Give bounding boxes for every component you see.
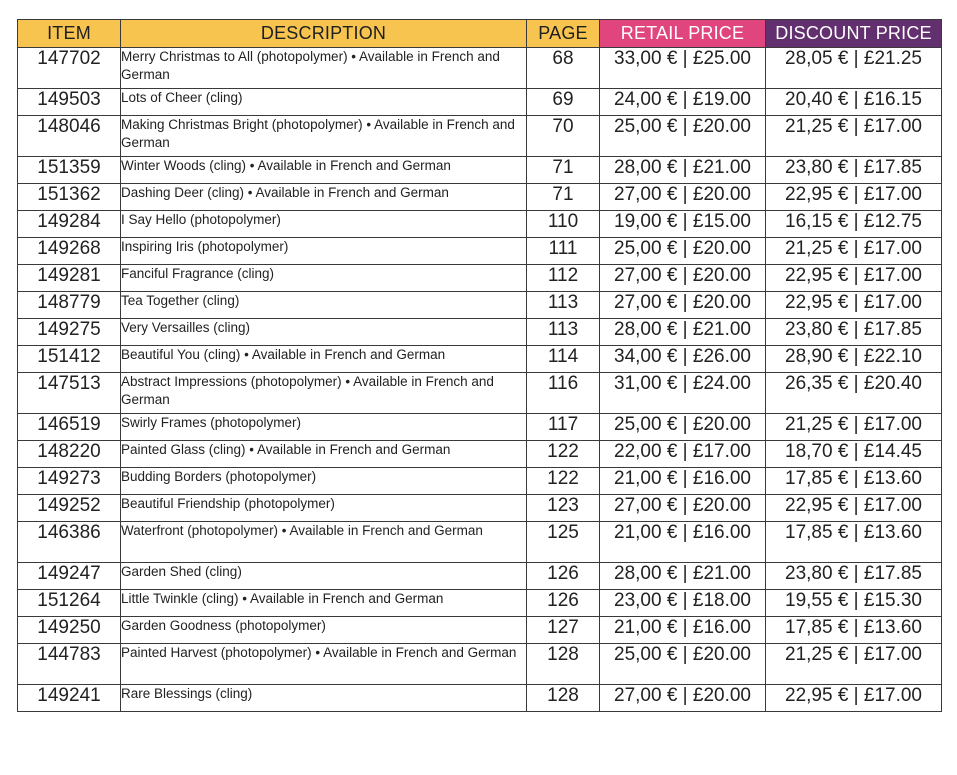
table-row bbox=[18, 89, 942, 116]
item-number: 149250 bbox=[18, 617, 121, 644]
table-row bbox=[18, 238, 942, 265]
retail-price: 21,00 € | £16.00 bbox=[600, 522, 766, 563]
discount-price: 19,55 € | £15.30 bbox=[766, 590, 942, 617]
item-number: 149273 bbox=[18, 468, 121, 495]
table-row bbox=[18, 292, 942, 319]
page-number: 125 bbox=[527, 522, 600, 563]
discount-price: 22,95 € | £17.00 bbox=[766, 495, 942, 522]
page-number: 126 bbox=[527, 590, 600, 617]
table-row bbox=[18, 48, 942, 89]
discount-price: 21,25 € | £17.00 bbox=[766, 238, 942, 265]
page-number: 116 bbox=[527, 373, 600, 414]
item-number: 149275 bbox=[18, 319, 121, 346]
table-row bbox=[18, 644, 942, 685]
page-number: 110 bbox=[527, 211, 600, 238]
retail-price: 23,00 € | £18.00 bbox=[600, 590, 766, 617]
page-number: 117 bbox=[527, 414, 600, 441]
discount-price: 22,95 € | £17.00 bbox=[766, 292, 942, 319]
retail-price: 27,00 € | £20.00 bbox=[600, 184, 766, 211]
item-number: 147513 bbox=[18, 373, 121, 414]
item-description: Painted Harvest (photopolymer) • Available in French and German bbox=[121, 644, 527, 685]
retail-price: 25,00 € | £20.00 bbox=[600, 238, 766, 265]
discount-price: 17,85 € | £13.60 bbox=[766, 468, 942, 495]
item-description: Winter Woods (cling) • Available in French and German bbox=[121, 157, 527, 184]
item-description: Rare Blessings (cling) bbox=[121, 685, 527, 712]
table-row bbox=[18, 685, 942, 712]
item-description: Inspiring Iris (photopolymer) bbox=[121, 238, 527, 265]
header-retail-price: RETAIL PRICE bbox=[600, 20, 766, 48]
item-description: I Say Hello (photopolymer) bbox=[121, 211, 527, 238]
retail-price: 24,00 € | £19.00 bbox=[600, 89, 766, 116]
header-discount-price: DISCOUNT PRICE bbox=[766, 20, 942, 48]
discount-price: 17,85 € | £13.60 bbox=[766, 522, 942, 563]
retail-price: 33,00 € | £25.00 bbox=[600, 48, 766, 89]
discount-price: 23,80 € | £17.85 bbox=[766, 563, 942, 590]
item-number: 149241 bbox=[18, 685, 121, 712]
item-description: Little Twinkle (cling) • Available in French and German bbox=[121, 590, 527, 617]
item-number: 151362 bbox=[18, 184, 121, 211]
page-number: 128 bbox=[527, 644, 600, 685]
table-row bbox=[18, 319, 942, 346]
page-number: 122 bbox=[527, 468, 600, 495]
item-description: Merry Christmas to All (photopolymer) • Available in French and German bbox=[121, 48, 527, 89]
table-row bbox=[18, 617, 942, 644]
item-description: Abstract Impressions (photopolymer) • Available in French and German bbox=[121, 373, 527, 414]
header-item: ITEM bbox=[18, 20, 121, 48]
item-description: Very Versailles (cling) bbox=[121, 319, 527, 346]
header-description: DESCRIPTION bbox=[121, 20, 527, 48]
page-number: 114 bbox=[527, 346, 600, 373]
item-number: 148220 bbox=[18, 441, 121, 468]
item-number: 149268 bbox=[18, 238, 121, 265]
discount-price: 26,35 € | £20.40 bbox=[766, 373, 942, 414]
item-number: 149503 bbox=[18, 89, 121, 116]
item-number: 149281 bbox=[18, 265, 121, 292]
page-number: 126 bbox=[527, 563, 600, 590]
item-number: 149284 bbox=[18, 211, 121, 238]
discount-price: 20,40 € | £16.15 bbox=[766, 89, 942, 116]
retail-price: 34,00 € | £26.00 bbox=[600, 346, 766, 373]
retail-price: 21,00 € | £16.00 bbox=[600, 468, 766, 495]
page-number: 127 bbox=[527, 617, 600, 644]
table-row bbox=[18, 441, 942, 468]
page-number: 112 bbox=[527, 265, 600, 292]
discount-price: 23,80 € | £17.85 bbox=[766, 157, 942, 184]
item-number: 148046 bbox=[18, 116, 121, 157]
item-number: 151412 bbox=[18, 346, 121, 373]
item-description: Beautiful Friendship (photopolymer) bbox=[121, 495, 527, 522]
page-number: 68 bbox=[527, 48, 600, 89]
page-number: 71 bbox=[527, 184, 600, 211]
page-number: 71 bbox=[527, 157, 600, 184]
table-row bbox=[18, 590, 942, 617]
retail-price: 22,00 € | £17.00 bbox=[600, 441, 766, 468]
page-number: 123 bbox=[527, 495, 600, 522]
table-row bbox=[18, 522, 942, 563]
retail-price: 27,00 € | £20.00 bbox=[600, 292, 766, 319]
item-description: Painted Glass (cling) • Available in French and German bbox=[121, 441, 527, 468]
header-row bbox=[18, 20, 942, 48]
retail-price: 27,00 € | £20.00 bbox=[600, 265, 766, 292]
item-number: 148779 bbox=[18, 292, 121, 319]
page-number: 111 bbox=[527, 238, 600, 265]
retail-price: 28,00 € | £21.00 bbox=[600, 157, 766, 184]
item-number: 146519 bbox=[18, 414, 121, 441]
table-row bbox=[18, 468, 942, 495]
discount-price: 22,95 € | £17.00 bbox=[766, 685, 942, 712]
table-row bbox=[18, 184, 942, 211]
discount-price: 16,15 € | £12.75 bbox=[766, 211, 942, 238]
discount-price: 21,25 € | £17.00 bbox=[766, 116, 942, 157]
discount-price: 17,85 € | £13.60 bbox=[766, 617, 942, 644]
table-row bbox=[18, 495, 942, 522]
price-table bbox=[17, 19, 942, 712]
item-number: 151359 bbox=[18, 157, 121, 184]
retail-price: 31,00 € | £24.00 bbox=[600, 373, 766, 414]
table-row bbox=[18, 157, 942, 184]
item-number: 149247 bbox=[18, 563, 121, 590]
item-description: Tea Together (cling) bbox=[121, 292, 527, 319]
discount-price: 23,80 € | £17.85 bbox=[766, 319, 942, 346]
table-body bbox=[18, 48, 942, 712]
item-number: 149252 bbox=[18, 495, 121, 522]
retail-price: 21,00 € | £16.00 bbox=[600, 617, 766, 644]
table-row bbox=[18, 373, 942, 414]
table-row bbox=[18, 346, 942, 373]
item-number: 147702 bbox=[18, 48, 121, 89]
discount-price: 18,70 € | £14.45 bbox=[766, 441, 942, 468]
retail-price: 27,00 € | £20.00 bbox=[600, 495, 766, 522]
item-description: Dashing Deer (cling) • Available in French and German bbox=[121, 184, 527, 211]
page-number: 113 bbox=[527, 319, 600, 346]
item-description: Fanciful Fragrance (cling) bbox=[121, 265, 527, 292]
table-row bbox=[18, 563, 942, 590]
header-page: PAGE bbox=[527, 20, 600, 48]
page-number: 128 bbox=[527, 685, 600, 712]
page-number: 113 bbox=[527, 292, 600, 319]
table-row bbox=[18, 116, 942, 157]
retail-price: 28,00 € | £21.00 bbox=[600, 563, 766, 590]
retail-price: 25,00 € | £20.00 bbox=[600, 116, 766, 157]
item-description: Swirly Frames (photopolymer) bbox=[121, 414, 527, 441]
item-description: Beautiful You (cling) • Available in French and German bbox=[121, 346, 527, 373]
page-number: 122 bbox=[527, 441, 600, 468]
item-description: Garden Goodness (photopolymer) bbox=[121, 617, 527, 644]
discount-price: 28,90 € | £22.10 bbox=[766, 346, 942, 373]
item-number: 151264 bbox=[18, 590, 121, 617]
discount-price: 28,05 € | £21.25 bbox=[766, 48, 942, 89]
item-description: Garden Shed (cling) bbox=[121, 563, 527, 590]
retail-price: 19,00 € | £15.00 bbox=[600, 211, 766, 238]
item-number: 146386 bbox=[18, 522, 121, 563]
discount-price: 22,95 € | £17.00 bbox=[766, 184, 942, 211]
table-header bbox=[18, 20, 942, 48]
table-row bbox=[18, 211, 942, 238]
item-description: Lots of Cheer (cling) bbox=[121, 89, 527, 116]
retail-price: 27,00 € | £20.00 bbox=[600, 685, 766, 712]
table-row bbox=[18, 265, 942, 292]
item-number: 144783 bbox=[18, 644, 121, 685]
item-description: Waterfront (photopolymer) • Available in French and German bbox=[121, 522, 527, 563]
item-description: Making Christmas Bright (photopolymer) • Available in French and German bbox=[121, 116, 527, 157]
retail-price: 25,00 € | £20.00 bbox=[600, 644, 766, 685]
retail-price: 28,00 € | £21.00 bbox=[600, 319, 766, 346]
discount-price: 21,25 € | £17.00 bbox=[766, 644, 942, 685]
page-number: 69 bbox=[527, 89, 600, 116]
discount-price: 21,25 € | £17.00 bbox=[766, 414, 942, 441]
page-number: 70 bbox=[527, 116, 600, 157]
discount-price: 22,95 € | £17.00 bbox=[766, 265, 942, 292]
table-row bbox=[18, 414, 942, 441]
retail-price: 25,00 € | £20.00 bbox=[600, 414, 766, 441]
item-description: Budding Borders (photopolymer) bbox=[121, 468, 527, 495]
